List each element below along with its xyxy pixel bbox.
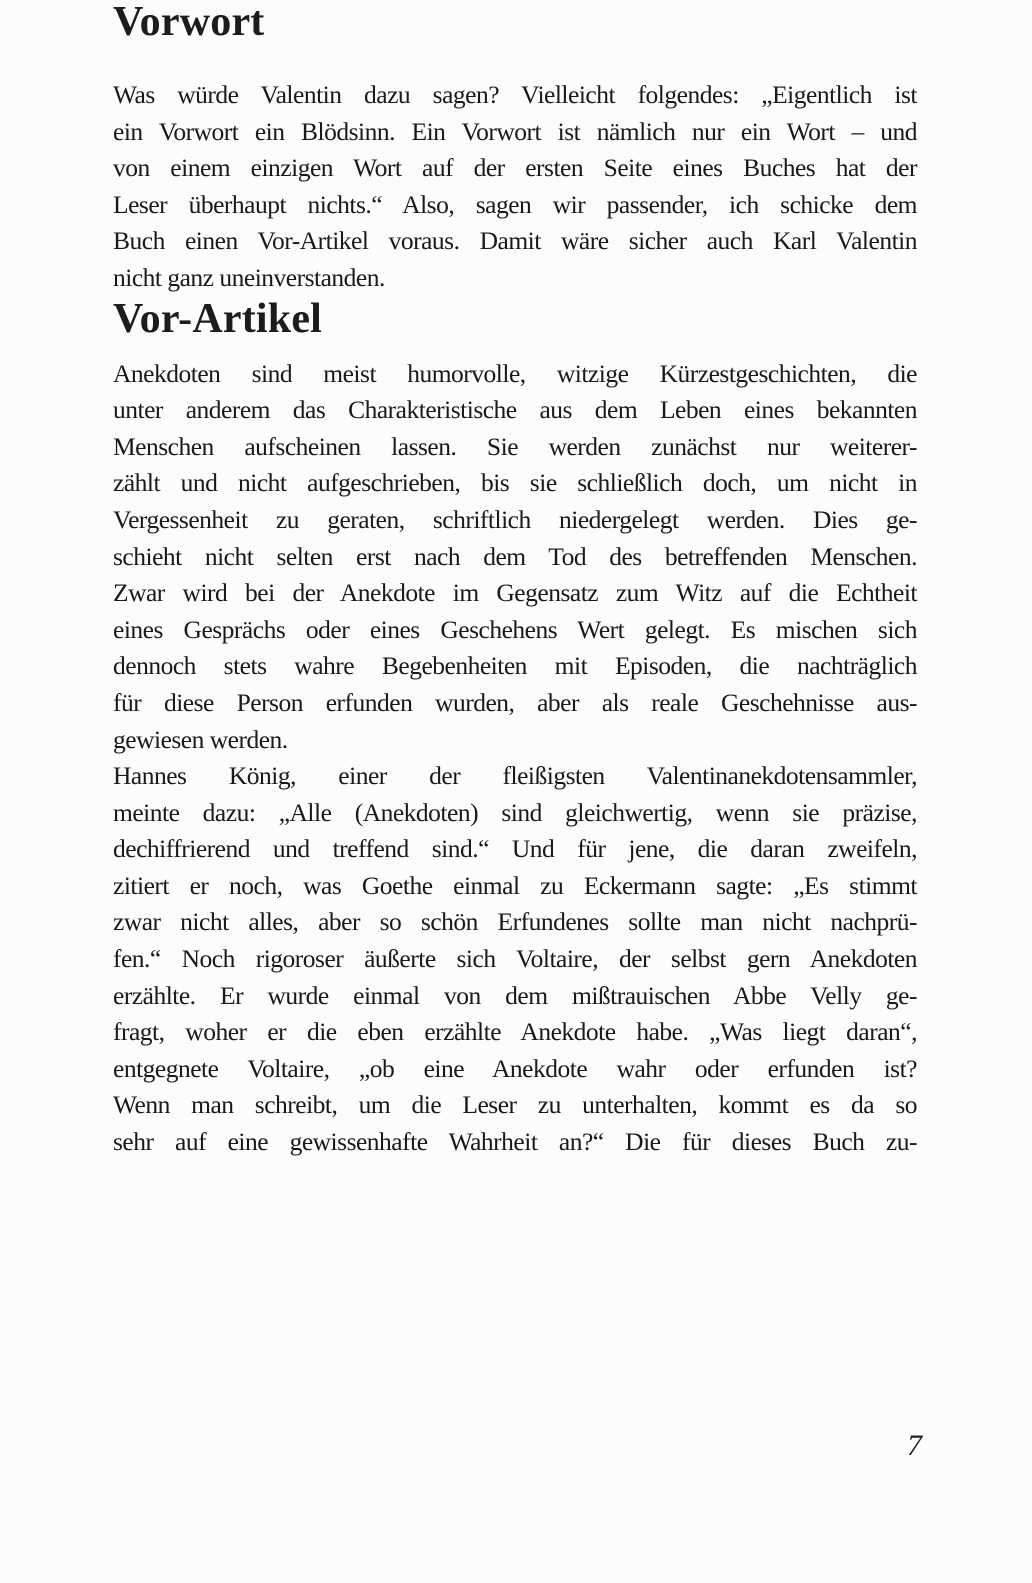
- text-line: Was würde Valentin dazu sagen? Vielleicht folgendes: „Eigentlich ist: [113, 80, 917, 109]
- text-line: zwar nicht alles, aber so schön Erfundenes sollte man nicht nachprü-: [113, 907, 917, 937]
- text-line: Leser überhaupt nichts.“ Also, sagen wir passender, ich schicke dem: [113, 189, 917, 219]
- text-line: erzählte. Er wurde einmal von dem mißtrauischen Abbe Velly ge-: [113, 980, 917, 1010]
- text-line: gewiesen werden.: [113, 724, 288, 754]
- text-line: schieht nicht selten erst nach dem Tod des betreffenden Menschen.: [113, 541, 917, 571]
- text-line: ein Vorwort ein Blödsinn. Ein Vorwort ist nämlich nur ein Wort – und: [113, 116, 917, 146]
- section-heading-vor-artikel: Vor-Artikel: [113, 295, 323, 342]
- text-line: von einem einzigen Wort auf der ersten Seite eines Buches hat der: [113, 153, 917, 183]
- text-line: zählt und nicht aufgeschrieben, bis sie schließlich doch, um nicht in: [113, 468, 917, 498]
- text-line: Zwar wird bei der Anekdote im Gegensatz zum Witz auf die Echtheit: [113, 578, 917, 608]
- text-line: Vergessenheit zu geraten, schriftlich niedergelegt werden. Dies ge-: [113, 504, 917, 534]
- text-line: Menschen aufscheinen lassen. Sie werden zunächst nur weiterer-: [113, 431, 917, 461]
- section-heading-vorwort: Vorwort: [113, 0, 265, 45]
- text-line: Wenn man schreibt, um die Leser zu unterhalten, kommt es da so: [113, 1090, 917, 1120]
- text-block: [113, 0, 917, 1161]
- body-paragraph: [113, 356, 917, 759]
- text-line: fen.“ Noch rigoroser äußerte sich Voltaire, der selbst gern Anekdoten: [113, 944, 917, 974]
- text-line: Hannes König, einer der fleißigsten Valentinanekdotensammler,: [113, 761, 917, 791]
- text-line: sehr auf eine gewissenhafte Wahrheit an?“ Die für dieses Buch zu-: [113, 1127, 917, 1157]
- text-line: eines Gesprächs oder eines Geschehens Wert gelegt. Es mischen sich: [113, 614, 917, 644]
- text-line: Buch einen Vor-Artikel voraus. Damit wäre sicher auch Karl Valentin: [113, 226, 917, 256]
- text-line: unter anderem das Charakteristische aus dem Leben eines bekannten: [113, 395, 917, 425]
- text-line: fragt, woher er die eben erzählte Anekdote habe. „Was liegt daran“,: [113, 1017, 917, 1047]
- text-line: entgegnete Voltaire, „ob eine Anekdote wahr oder erfunden ist?: [113, 1053, 917, 1083]
- text-line: Anekdoten sind meist humorvolle, witzige Kürzestgeschichten, die: [113, 358, 917, 388]
- text-line: zitiert er noch, was Goethe einmal zu Eckermann sagte: „Es stimmt: [113, 870, 917, 900]
- text-line: für diese Person erfunden wurden, aber als reale Geschehnisse aus-: [113, 687, 917, 717]
- body-paragraph: [113, 77, 917, 297]
- text-line: nicht ganz uneinverstanden.: [113, 262, 385, 292]
- text-line: dennoch stets wahre Begebenheiten mit Episoden, die nachträglich: [113, 651, 917, 681]
- body-paragraph: [113, 758, 917, 1161]
- page-number: 7: [907, 1429, 922, 1462]
- text-line: dechiffrierend und treffend sind.“ Und für jene, die daran zweifeln,: [113, 834, 917, 864]
- text-line: meinte dazu: „Alle (Anekdoten) sind gleichwertig, wenn sie präzise,: [113, 797, 917, 827]
